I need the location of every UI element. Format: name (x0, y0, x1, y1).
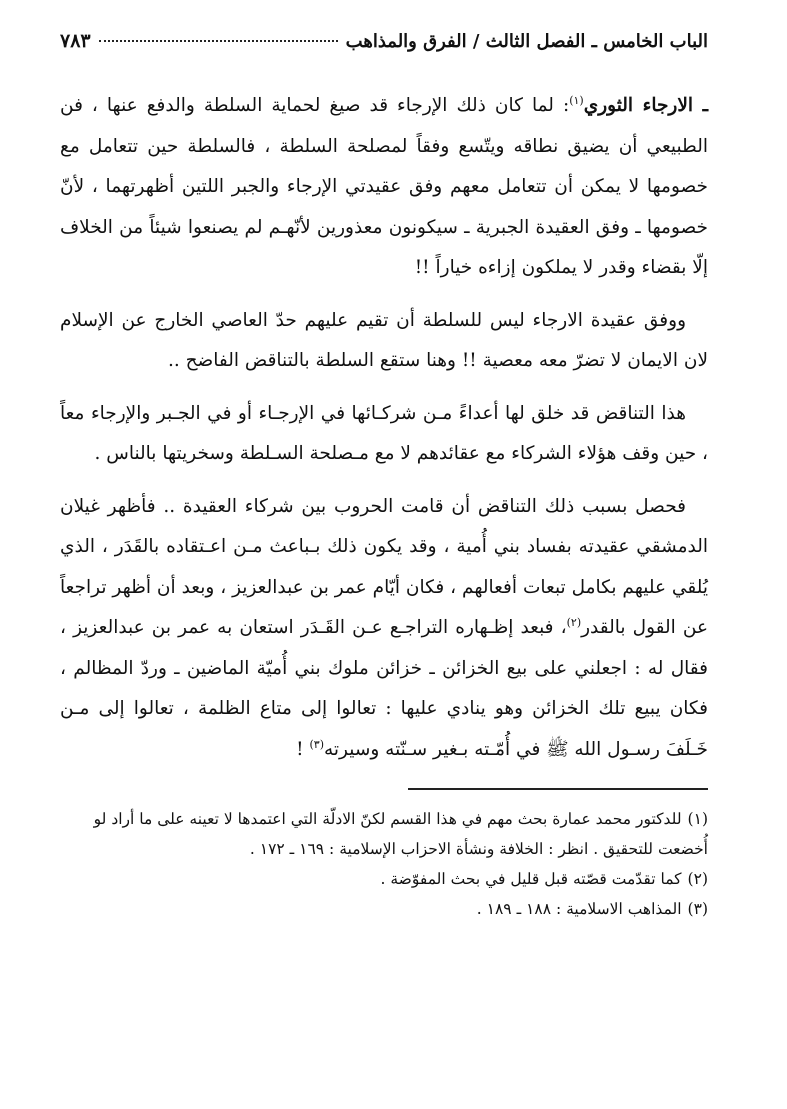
chapter-title: الباب الخامس ـ الفصل الثالث / الفرق والمذاهب (345, 31, 708, 52)
running-header (60, 30, 708, 64)
paragraph-4 (60, 487, 708, 771)
footnote-3 (60, 894, 708, 924)
footnote-2-text: كما تقدّمت قصّته قبل قليل في بحث المفوّضة . (380, 870, 682, 888)
paragraph-2-text: ووفق عقيدة الارجاء ليس للسلطة أن تقيم عليهم حدّ العاصي الخارج عن الإسلام لان الايمان لا تضرّ معه معصية !! وهنا ستقع السلطة بالتناقض الفاضح .. (60, 309, 708, 371)
footnote-1-text: للدكتور محمد عمارة بحث مهم في هذا القسم لكنّ الادلّة التي اعتمدها لا تعينه على ما أراد لو أُخضعت للتحقيق . انظر : الخلافة ونشأة الاحزاب الإسلامية : ١٦٩ ـ ١٧٢ . (93, 810, 708, 858)
footnote-separator (408, 788, 708, 790)
footnote-3-number: (٣) (687, 900, 708, 918)
main-text (60, 86, 708, 770)
footnote-1-number: (١) (687, 810, 708, 828)
footnote-2 (60, 864, 708, 894)
footnote-1 (60, 804, 708, 864)
book-page (60, 30, 708, 1080)
footnotes (60, 804, 708, 924)
paragraph-1 (60, 86, 708, 289)
paragraph-3 (60, 394, 708, 475)
footnote-ref-3[interactable]: (٣) (309, 737, 324, 751)
paragraph-2 (60, 301, 708, 382)
paragraph-3-text: هذا التناقض قد خلق لها أعداءً مـن شركـائها في الإرجـاء أو في الجـبر والإرجاء معاً ، حين وقف هؤلاء الشركاء مع عقائدهم لا مع مـصلحة السـلطة وسخريتها بالناس . (60, 402, 708, 464)
paragraph-4-text-a: فحصل بسبب ذلك التناقض أن قامت الحروب بين شركاء العقيدة .. فأظهر غيلان الدمشقي عقيدته بفساد بني أُمية ، وقد يكون ذلك بـباعث مـن اعـتقاده بالقَدَر ، الذي يُلقي عليهم بكامل تبعات أفعالهم ، فكان أيّام عمر بن عبدالعزيز ، وبعد أن أظهر تراجعاً عن القول بالقدر (60, 495, 708, 638)
page-number: ٧٨٣ (60, 30, 91, 52)
paragraph-1-text: : لما كان ذلك الإرجاء قد صيغ لحماية السلطة والدفع عنها ، فن الطبيعي أن يضيق نطاقه ويتّسع وفقاً لمصلحة السلطة ، فالسلطة حين تتعامل مع خصومها لا يمكن أن تتعامل معهم وفق عقيدتي الإرجاء والجبر اللتين أظهرتهما ، لأنّ خصومها ـ وفق العقيدة الجبرية ـ سيكونون معذورين لأنّهـم لم يصنعوا شيئاً من الخلاف إلّا بقضاء وقدر لا يملكون إزاءه خياراً !! (60, 95, 708, 278)
footnote-ref-2[interactable]: (٢) (566, 615, 582, 629)
footnote-2-number: (٢) (687, 870, 708, 888)
paragraph-4-tail: ! (296, 738, 310, 760)
paragraph-4-text-b: ، فبعد إظـهاره التراجـع عـن القَـدَر استعان به عمر بن عبدالعزيز ، فقال له : اجعلني على بيع الخزائن ـ خزائن ملوك بني أُميّة الماضين ـ وردّ المظالم ، فكان يبيع تلك الخزائن وهو ينادي عليها : تعالوا إلى متاع الظلمة ، تعالوا إلى مـن خَـلَفَ رسـول الله ﷺ في أُمّـته بـغير سـنّته وسيرته (60, 617, 708, 760)
section-lead: ـ الارجاء الثوري (583, 95, 709, 116)
dot-leader (99, 40, 338, 42)
footnote-ref-1[interactable]: (١) (569, 93, 584, 107)
footnote-3-text: المذاهب الاسلامية : ١٨٨ ـ ١٨٩ . (476, 900, 682, 918)
